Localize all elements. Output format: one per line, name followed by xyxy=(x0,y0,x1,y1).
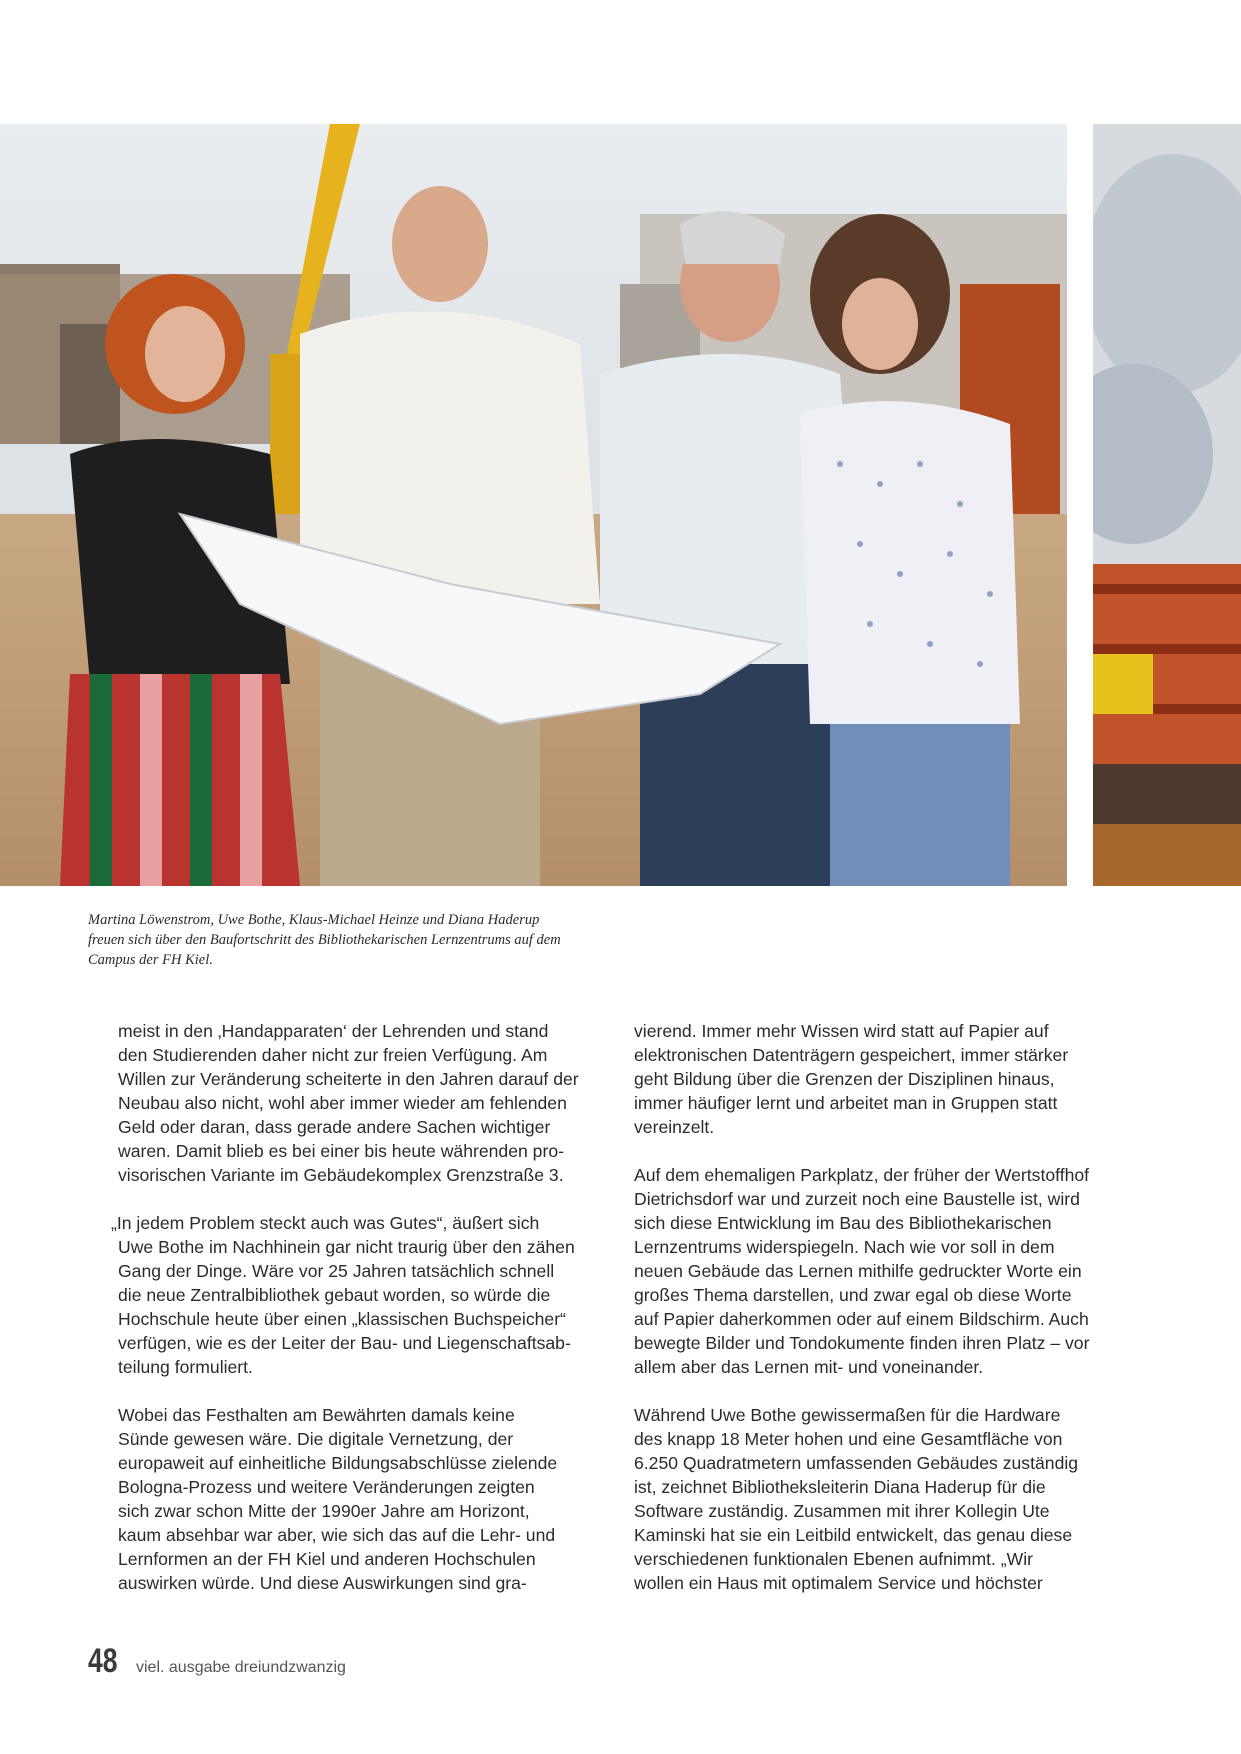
text-line: „In jedem Problem steckt auch was Gutes“, äußert sich xyxy=(111,1213,540,1233)
caption-line: Campus der FH Kiel. xyxy=(88,952,213,968)
text-line: des knapp 18 Meter hohen und eine Gesamtfläche von xyxy=(634,1429,1063,1449)
text-line: Lernzentrums widerspiegeln. Nach wie vor soll in dem xyxy=(634,1237,1055,1257)
text-line: sich diese Entwicklung im Bau des Bibliothekarischen xyxy=(634,1213,1052,1233)
text-line: Dietrichsdorf war und zurzeit noch eine Baustelle ist, wird xyxy=(634,1189,1080,1209)
text-line: visorischen Variante im Gebäudekomplex Grenzstraße 3. xyxy=(118,1165,564,1185)
text-line: elektronischen Datenträgern gespeichert, immer stärker xyxy=(634,1045,1069,1065)
text-line: vereinzelt. xyxy=(634,1117,715,1137)
text-line: ist, zeichnet Bibliotheksleiterin Diana Haderup für die xyxy=(634,1477,1046,1497)
text-line: verschiedenen funktionalen Ebenen aufnimmt. „Wir xyxy=(634,1549,1034,1569)
text-line: bewegte Bilder und Tondokumente finden ihren Platz – vor xyxy=(634,1333,1090,1353)
construction-site-team-photo-icon xyxy=(0,124,1067,886)
text-line: geht Bildung über die Grenzen der Disziplinen hinaus, xyxy=(634,1069,1055,1089)
text-line: kaum absehbar war aber, wie sich das auf die Lehr- und xyxy=(118,1525,556,1545)
article-left-column xyxy=(111,1019,638,1619)
text-line: waren. Damit blieb es bei einer bis heute währenden pro- xyxy=(118,1141,564,1161)
text-line: Gang der Dinge. Wäre vor 25 Jahren tatsächlich schnell xyxy=(118,1261,555,1281)
paragraph xyxy=(111,1211,638,1379)
caption-line: Martina Löwenstrom, Uwe Bothe, Klaus-Michael Heinze und Diana Haderup xyxy=(88,912,540,928)
construction-site-photo xyxy=(0,124,1067,886)
paragraph xyxy=(118,1403,638,1595)
text-line: 6.250 Quadratmetern umfassenden Gebäudes zuständig xyxy=(634,1453,1079,1473)
text-line: Neubau also nicht, wohl aber immer wieder am fehlenden xyxy=(118,1093,567,1113)
text-line: großes Thema darstellen, und zwar egal ob diese Worte xyxy=(634,1285,1072,1305)
photo-caption xyxy=(88,910,608,970)
text-line: den Studierenden daher nicht zur freien Verfügung. Am xyxy=(118,1045,548,1065)
text-line: Wobei das Festhalten am Bewährten damals keine xyxy=(118,1405,515,1425)
text-line: Uwe Bothe im Nachhinein gar nicht traurig über den zähen xyxy=(118,1237,575,1257)
page-number: 48 xyxy=(88,1642,118,1680)
text-line: Während Uwe Bothe gewissermaßen für die Hardware xyxy=(634,1405,1061,1425)
page-footer xyxy=(88,1642,346,1681)
text-line: sich zwar schon Mitte der 1990er Jahre am Horizont, xyxy=(118,1501,530,1521)
text-line: europaweit auf einheitliche Bildungsabschlüsse zielende xyxy=(118,1453,558,1473)
text-line: allem aber das Lernen mit- und voneinander. xyxy=(634,1357,984,1377)
text-line: Software zuständig. Zusammen mit ihrer Kollegin Ute xyxy=(634,1501,1050,1521)
text-line: Hochschule heute über einen „klassischen Buchspeicher“ xyxy=(118,1309,566,1329)
magazine-issue: viel. ausgabe dreiundzwanzig xyxy=(136,1659,346,1676)
caption-line: freuen sich über den Baufortschritt des Bibliothekarischen Lernzentrums auf dem xyxy=(88,932,561,948)
text-line: Bologna-Prozess und weitere Veränderungen zeigten xyxy=(118,1477,535,1497)
text-line: verfügen, wie es der Leiter der Bau- und Liegenschaftsab- xyxy=(118,1333,571,1353)
text-line: Willen zur Veränderung scheiterte in den Jahren darauf der xyxy=(118,1069,579,1089)
text-line: Lernformen an der FH Kiel und anderen Hochschulen xyxy=(118,1549,536,1569)
text-line: immer häufiger lernt und arbeitet man in Gruppen statt xyxy=(634,1093,1058,1113)
construction-formwork-photo-icon xyxy=(1093,124,1241,886)
text-line: Kaminski hat sie ein Leitbild entwickelt, das genau diese xyxy=(634,1525,1073,1545)
text-line: auf Papier daherkommen oder auf einem Bildschirm. Auch xyxy=(634,1309,1089,1329)
text-line: neuen Gebäude das Lernen mithilfe gedruckter Worte ein xyxy=(634,1261,1082,1281)
text-line: die neue Zentralbibliothek gebaut worden, so würde die xyxy=(118,1285,551,1305)
text-line: Geld oder daran, dass gerade andere Sachen wichtiger xyxy=(118,1117,551,1137)
paragraph xyxy=(634,1019,1134,1139)
paragraph xyxy=(634,1403,1134,1595)
text-line: teilung formuliert. xyxy=(118,1357,253,1377)
text-line: Auf dem ehemaligen Parkplatz, der früher der Wertstoffhof xyxy=(634,1165,1090,1185)
construction-detail-photo xyxy=(1093,124,1241,886)
text-line: vierend. Immer mehr Wissen wird statt auf Papier auf xyxy=(634,1021,1049,1041)
text-line: auswirken würde. Und diese Auswirkungen sind gra- xyxy=(118,1573,527,1593)
text-line: Sünde gewesen wäre. Die digitale Vernetzung, der xyxy=(118,1429,514,1449)
paragraph xyxy=(634,1163,1134,1379)
text-line: meist in den ‚Handapparaten‘ der Lehrenden und stand xyxy=(118,1021,549,1041)
text-line: wollen ein Haus mit optimalem Service und höchster xyxy=(634,1573,1043,1593)
article-right-column xyxy=(634,1019,1134,1619)
paragraph xyxy=(118,1019,638,1187)
